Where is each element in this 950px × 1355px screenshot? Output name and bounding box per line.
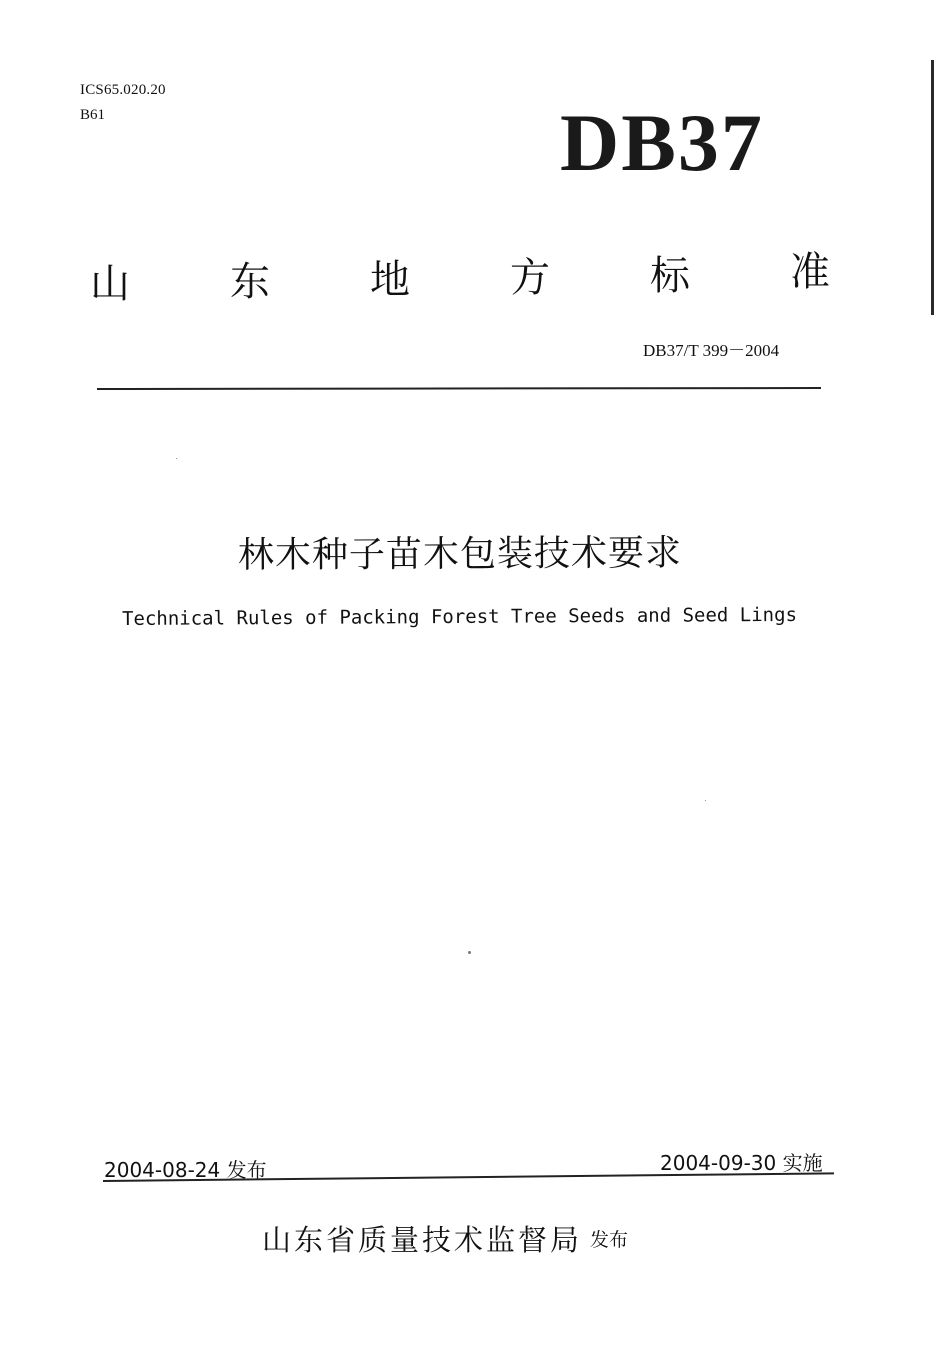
issuer-suffix: 发布 bbox=[590, 1229, 629, 1251]
standard-type-char: 方 bbox=[510, 255, 550, 301]
top-divider bbox=[97, 387, 821, 390]
standard-type-char: 山 bbox=[90, 261, 130, 307]
title-chinese: 林木种子苗木包装技术要求 bbox=[237, 532, 683, 577]
standard-logo: DB37 bbox=[560, 97, 764, 188]
scan-edge-mark bbox=[931, 60, 934, 315]
ccs-code: B61 bbox=[80, 107, 106, 123]
standard-type-char: 准 bbox=[790, 249, 830, 295]
issuer-line bbox=[262, 1218, 628, 1259]
standard-type-char: 东 bbox=[230, 259, 270, 305]
scan-speck bbox=[705, 800, 706, 801]
standard-type-heading bbox=[90, 248, 830, 314]
standard-number: DB37/T 399－2004 bbox=[643, 341, 780, 360]
standard-type-char: 地 bbox=[370, 257, 410, 303]
issue-date: 2004-08-24 发布 bbox=[104, 1158, 267, 1182]
issuer-name: 山东省质量技术监督局 bbox=[262, 1223, 583, 1257]
implementation-date: 2004-09-30 实施 bbox=[660, 1151, 823, 1175]
scan-speck bbox=[176, 458, 177, 459]
title-english: Technical Rules of Packing Forest Tree Seeds and Seed Lings bbox=[122, 603, 798, 630]
ics-code: ICS65.020.20 bbox=[80, 82, 166, 98]
standard-type-char: 标 bbox=[650, 253, 690, 299]
scan-speck bbox=[468, 951, 471, 954]
